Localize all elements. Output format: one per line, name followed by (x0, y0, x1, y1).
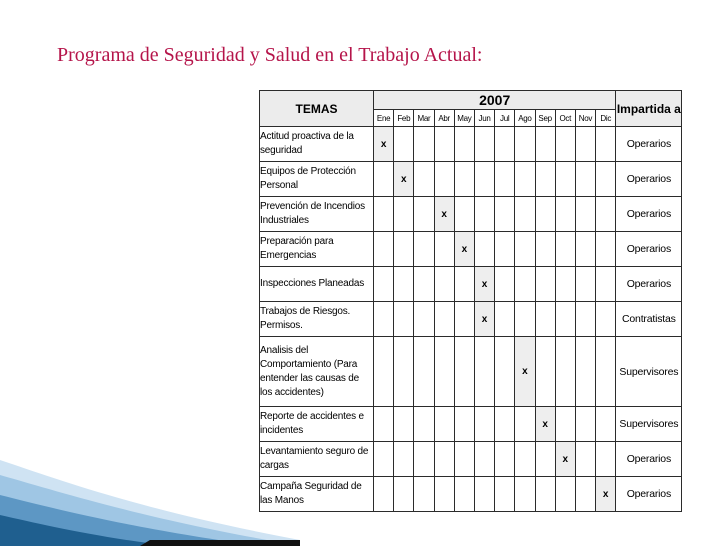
impartida-cell: Operarios (616, 197, 682, 232)
month-cell (555, 267, 575, 302)
scheduled-mark: x (474, 267, 494, 302)
month-cell (414, 267, 434, 302)
month-header: Abr (434, 110, 454, 127)
month-cell (394, 127, 414, 162)
scheduled-mark: x (535, 407, 555, 442)
month-cell (454, 337, 474, 407)
month-cell (434, 442, 454, 477)
impartida-cell: Operarios (616, 127, 682, 162)
month-cell (474, 407, 494, 442)
month-cell (414, 232, 434, 267)
schedule-table (259, 90, 682, 512)
month-cell (414, 162, 434, 197)
tema-cell: Levantamiento seguro de cargas (260, 442, 374, 477)
month-cell (394, 197, 414, 232)
scheduled-mark: x (374, 127, 394, 162)
table-row (260, 337, 682, 407)
month-cell (575, 127, 595, 162)
table-row (260, 232, 682, 267)
month-cell (434, 477, 454, 512)
month-cell (555, 232, 575, 267)
tema-cell: Actitud proactiva de la seguridad (260, 127, 374, 162)
month-cell (474, 477, 494, 512)
month-cell (555, 197, 575, 232)
month-cell (535, 337, 555, 407)
month-cell (394, 477, 414, 512)
month-cell (555, 477, 575, 512)
tema-cell: Preparación para Emergencias (260, 232, 374, 267)
month-cell (555, 302, 575, 337)
month-cell (596, 232, 616, 267)
month-cell (535, 442, 555, 477)
impartida-cell: Contratistas (616, 302, 682, 337)
month-cell (515, 302, 535, 337)
month-cell (596, 442, 616, 477)
month-cell (575, 337, 595, 407)
tema-cell: Campaña Seguridad de las Manos (260, 477, 374, 512)
month-cell (414, 197, 434, 232)
month-cell (495, 232, 515, 267)
month-cell (474, 162, 494, 197)
table-row (260, 267, 682, 302)
month-cell (575, 162, 595, 197)
tema-cell: Trabajos de Riesgos. Permisos. (260, 302, 374, 337)
month-cell (515, 162, 535, 197)
month-cell (394, 232, 414, 267)
month-cell (414, 302, 434, 337)
month-cell (515, 127, 535, 162)
header-impartida: Impartida a (616, 91, 682, 127)
month-cell (414, 407, 434, 442)
month-header: Jun (474, 110, 494, 127)
month-cell (414, 337, 434, 407)
tema-cell: Prevención de Incendios Industriales (260, 197, 374, 232)
month-cell (454, 267, 474, 302)
month-cell (535, 267, 555, 302)
month-cell (374, 232, 394, 267)
page-title: Programa de Seguridad y Salud en el Trabajo Actual: (57, 44, 483, 66)
tema-cell: Inspecciones Planeadas (260, 267, 374, 302)
month-cell (454, 442, 474, 477)
month-cell (596, 162, 616, 197)
month-cell (555, 337, 575, 407)
month-cell (474, 337, 494, 407)
month-cell (575, 442, 595, 477)
month-cell (434, 302, 454, 337)
scheduled-mark: x (515, 337, 535, 407)
month-cell (394, 442, 414, 477)
month-cell (575, 267, 595, 302)
month-cell (575, 477, 595, 512)
table-row (260, 127, 682, 162)
month-cell (454, 127, 474, 162)
month-cell (454, 477, 474, 512)
month-cell (394, 302, 414, 337)
month-cell (515, 197, 535, 232)
table-row (260, 407, 682, 442)
month-cell (474, 197, 494, 232)
month-cell (474, 127, 494, 162)
month-header: Nov (575, 110, 595, 127)
impartida-cell: Supervisores (616, 337, 682, 407)
month-cell (515, 232, 535, 267)
month-cell (474, 232, 494, 267)
month-cell (374, 267, 394, 302)
month-cell (434, 162, 454, 197)
month-cell (495, 162, 515, 197)
month-cell (495, 302, 515, 337)
month-cell (394, 337, 414, 407)
month-cell (535, 232, 555, 267)
month-cell (454, 407, 474, 442)
month-cell (434, 407, 454, 442)
month-cell (596, 197, 616, 232)
month-cell (495, 197, 515, 232)
month-cell (596, 407, 616, 442)
header-year: 2007 (374, 91, 616, 110)
month-cell (515, 267, 535, 302)
table-row (260, 197, 682, 232)
table-row (260, 302, 682, 337)
month-cell (596, 127, 616, 162)
month-cell (414, 477, 434, 512)
header-temas: TEMAS (260, 91, 374, 127)
scheduled-mark: x (474, 302, 494, 337)
month-cell (434, 337, 454, 407)
month-cell (474, 442, 494, 477)
month-cell (394, 267, 414, 302)
scheduled-mark: x (596, 477, 616, 512)
month-header: Oct (555, 110, 575, 127)
table-row (260, 162, 682, 197)
month-cell (374, 407, 394, 442)
impartida-cell: Operarios (616, 442, 682, 477)
impartida-cell: Operarios (616, 477, 682, 512)
month-cell (575, 197, 595, 232)
month-header: Feb (394, 110, 414, 127)
month-header: Mar (414, 110, 434, 127)
month-cell (374, 477, 394, 512)
month-cell (535, 477, 555, 512)
month-cell (515, 442, 535, 477)
month-cell (414, 127, 434, 162)
month-cell (495, 337, 515, 407)
scheduled-mark: x (394, 162, 414, 197)
month-cell (596, 337, 616, 407)
month-cell (575, 302, 595, 337)
month-header: Ene (374, 110, 394, 127)
month-cell (515, 477, 535, 512)
table-row (260, 477, 682, 512)
month-header: Dic (596, 110, 616, 127)
month-cell (394, 407, 414, 442)
month-cell (515, 407, 535, 442)
month-cell (434, 232, 454, 267)
month-header: May (454, 110, 474, 127)
month-cell (555, 127, 575, 162)
scheduled-mark: x (454, 232, 474, 267)
month-cell (575, 407, 595, 442)
tema-cell: Analisis del Comportamiento (Para entender las causas de los accidentes) (260, 337, 374, 407)
table-row (260, 442, 682, 477)
month-header: Jul (495, 110, 515, 127)
month-cell (374, 442, 394, 477)
scheduled-mark: x (434, 197, 454, 232)
month-cell (596, 267, 616, 302)
month-cell (535, 302, 555, 337)
month-cell (374, 197, 394, 232)
month-cell (434, 127, 454, 162)
decorative-wave (0, 440, 300, 546)
month-cell (495, 407, 515, 442)
scheduled-mark: x (555, 442, 575, 477)
month-cell (454, 302, 474, 337)
month-cell (555, 407, 575, 442)
month-cell (374, 337, 394, 407)
impartida-cell: Operarios (616, 232, 682, 267)
month-cell (535, 127, 555, 162)
month-cell (596, 302, 616, 337)
month-cell (374, 162, 394, 197)
month-header: Ago (515, 110, 535, 127)
impartida-cell: Supervisores (616, 407, 682, 442)
month-cell (434, 267, 454, 302)
month-cell (555, 162, 575, 197)
month-cell (495, 442, 515, 477)
month-cell (495, 267, 515, 302)
month-cell (374, 302, 394, 337)
impartida-cell: Operarios (616, 162, 682, 197)
month-cell (535, 197, 555, 232)
month-cell (414, 442, 434, 477)
tema-cell: Equipos de Protección Personal (260, 162, 374, 197)
month-cell (575, 232, 595, 267)
month-cell (495, 127, 515, 162)
month-cell (454, 197, 474, 232)
tema-cell: Reporte de accidentes e incidentes (260, 407, 374, 442)
impartida-cell: Operarios (616, 267, 682, 302)
month-cell (495, 477, 515, 512)
month-header: Sep (535, 110, 555, 127)
month-cell (454, 162, 474, 197)
month-cell (535, 162, 555, 197)
